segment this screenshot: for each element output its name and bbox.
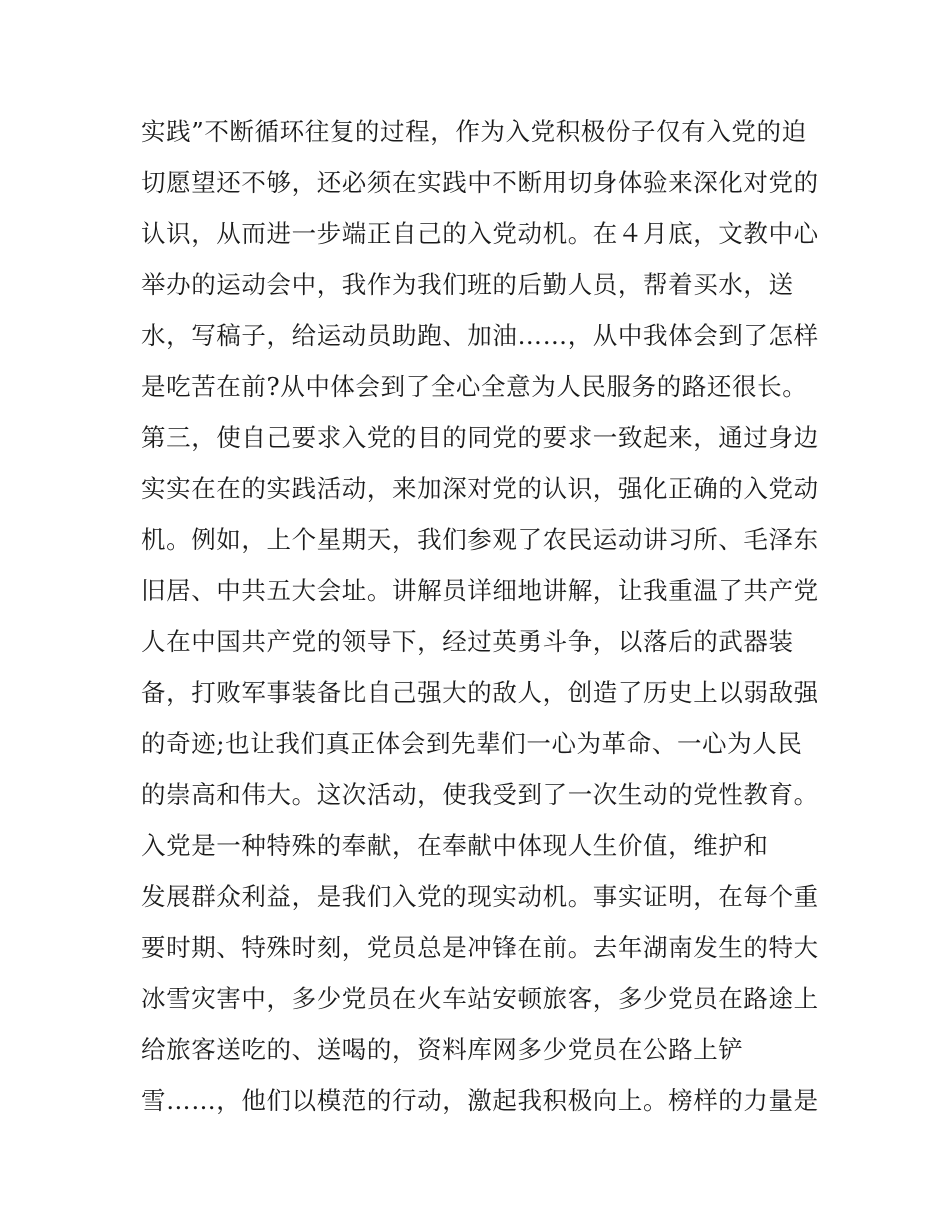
text-line: 冰雪灾害中，多少党员在火车站安顿旅客，多少党员在路途上: [141, 984, 819, 1013]
text-line: 第三，使自己要求入党的目的同党的要求一致起来，通过身边: [141, 423, 819, 452]
text-line: 机。例如，上个星期天，我们参观了农民运动讲习所、毛泽东: [141, 525, 819, 554]
text-line: 人在中国共产党的领导下，经过英勇斗争，以落后的武器装: [141, 627, 794, 656]
text-line: 实践”不断循环往复的过程，作为入党积极份子仅有入党的迫: [141, 117, 807, 146]
text-line: 水，写稿子，给运动员助跑、加油……，从中我体会到了怎样: [141, 321, 819, 350]
text-line: 举办的运动会中，我作为我们班的后勤人员，帮着买水，送: [141, 270, 794, 299]
text-line: 的奇迹;也让我们真正体会到先辈们一心为革命、一心为人民: [141, 729, 803, 758]
text-line: 是吃苦在前?从中体会到了全心全意为人民服务的路还很长。: [141, 372, 808, 401]
text-line: 的崇高和伟大。这次活动，使我受到了一次生动的党性教育。: [141, 780, 819, 809]
text-line: 切愿望还不够，还必须在实践中不断用切身体验来深化对党的: [141, 168, 819, 197]
text-line: 要时期、特殊时刻，党员总是冲锋在前。去年湖南发生的特大: [141, 933, 819, 962]
text-line: 实实在在的实践活动，来加深对党的认识，强化正确的入党动: [141, 474, 819, 503]
text-line: 备，打败军事装备比自己强大的敌人，创造了历史上以弱敌强: [141, 678, 819, 707]
text-line: 雪……，他们以模范的行动，激起我积极向上。榜样的力量是: [141, 1086, 819, 1115]
body-text: [141, 110, 831, 1130]
text-line: 发展群众利益，是我们入党的现实动机。事实证明，在每个重: [141, 882, 819, 911]
text-line: 认识，从而进一步端正自己的入党动机。在４月底，文教中心: [141, 219, 819, 248]
text-line: 旧居、中共五大会址。讲解员详细地讲解，让我重温了共产党: [141, 576, 819, 605]
text-line: 入党是一种特殊的奉献，在奉献中体现人生价值，维护和: [141, 831, 769, 860]
text-line: 给旅客送吃的、送喝的，资料库网多少党员在公路上铲: [141, 1035, 744, 1064]
